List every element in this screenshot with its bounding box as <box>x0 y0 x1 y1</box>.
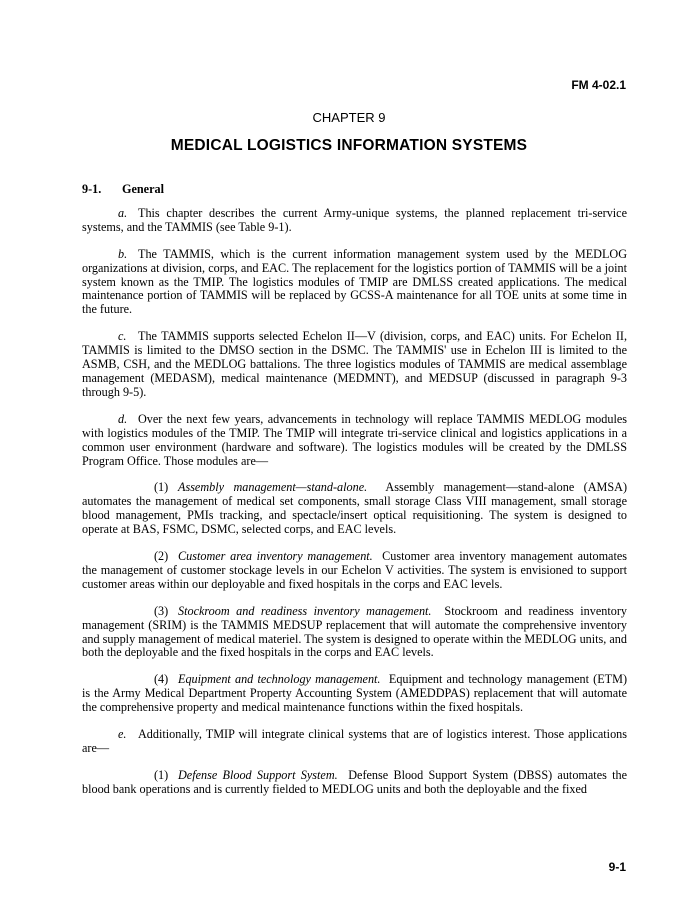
paragraph-b <box>82 248 627 318</box>
list-item-term: Stockroom and readiness inventory management. <box>178 603 432 618</box>
list-item-number: (4) <box>154 672 169 687</box>
list-item-text: Assembly management—stand-alone (AMSA) automates the management of medical set components, small storage Class VIII management, small storage blood management, PMIs tracking, and spectacle/insert optical requisitioning. The system is designed to operate at BAS, FSMC, DSMC, selected corps, and EAC levels. <box>82 480 628 537</box>
list-item-d4 <box>82 673 627 715</box>
list-item-d3 <box>82 605 627 661</box>
paragraph-label: e. <box>118 727 127 742</box>
paragraph-label: b. <box>118 246 128 261</box>
paragraph-text: The TAMMIS supports selected Echelon II—V (division, corps, and EAC) units. For Echelon II, TAMMIS is limited to the DMSO section in the DSMC. The TAMMIS' use in Echelon III is limited to the ASMB, CSH, and the MEDLOG battalions. The three logistics modules of TAMMIS are medical assemblage management (MEDASM), medical maintenance (MEDMNT), and MEDSUP (discussed in paragraph 9-3 through 9-5). <box>82 329 627 399</box>
paragraph-label: d. <box>118 411 128 426</box>
list-item-text: Stockroom and readiness inventory management (SRIM) is the TAMMIS MEDSUP replacement that will automate the comprehensive inventory and supply management of medical materiel. The system is designed to operate within the MEDLOG units, and both the deployable and the fixed hospitals in the corps and EAC levels. <box>82 603 627 660</box>
list-item-number: (3) <box>154 603 169 618</box>
paragraph-text: The TAMMIS, which is the current information management system used by the MEDLOG organizations at division, corps, and EAC. The replacement for the logistics portion of TAMMIS will be a joint system known as the TMIP. The logistics modules of TMIP are DMLSS created applications. The medical maintenance portion of TAMMIS will be replaced by GCSS-A maintenance for all TOE units at some time in the future. <box>82 246 627 317</box>
page-number: 9-1 <box>608 860 626 874</box>
paragraph-text: Additionally, TMIP will integrate clinical systems that are of logistics interest. Those applications are— <box>82 727 627 755</box>
list-item-text: Equipment and technology management (ETM) is the Army Medical Department Property Accounting System (AMEDDPAS) replacement that will automate the comprehensive property and medical maintenance functions within the fixed hospitals. <box>82 672 627 715</box>
list-item-term: Assembly management—stand-alone. <box>178 480 368 495</box>
list-item-number: (1) <box>154 767 169 782</box>
list-item-number: (1) <box>154 480 169 495</box>
paragraph-label: a. <box>118 205 128 220</box>
running-header: FM 4-02.1 <box>571 78 626 92</box>
chapter-title: MEDICAL LOGISTICS INFORMATION SYSTEMS <box>170 137 528 154</box>
paragraph-label: c. <box>118 329 127 344</box>
list-item-e1 <box>82 769 627 797</box>
chapter-label: CHAPTER 9 <box>312 110 386 125</box>
list-item-d1 <box>82 481 627 537</box>
paragraph-text: Over the next few years, advancements in technology will replace TAMMIS MEDLOG modules with logistics modules of the TMIP. The TMIP will integrate tri-service clinical and logistics applications in a common user environment (hardware and software). The logistics modules will be created by the DMLSS Program Office. Those modules are— <box>82 411 627 468</box>
paragraph-c <box>82 330 627 400</box>
list-item-text: Defense Blood Support System (DBSS) automates the blood bank operations and is currently fielded to MEDLOG units and both the deployable and the fixed <box>82 767 628 796</box>
list-item-term: Defense Blood Support System. <box>178 767 338 782</box>
list-item-text: Customer area inventory management automates the management of customer stockage levels in our Echelon V activities. The system is envisioned to support customer areas within our deployable and fixed hospitals in the corps and EAC levels. <box>82 549 627 591</box>
paragraph-text: This chapter describes the current Army-unique systems, the planned replacement tri-service systems, and the TAMMIS (see Table 9-1). <box>82 205 627 234</box>
section-heading <box>82 183 627 197</box>
list-item-term: Customer area inventory management. <box>178 549 373 564</box>
paragraph-d <box>82 413 627 469</box>
list-item-number: (2) <box>154 549 169 564</box>
document-body <box>82 183 627 810</box>
section-number: 9-1. <box>82 182 102 196</box>
paragraph-a <box>82 207 627 235</box>
list-item-d2 <box>82 550 627 592</box>
list-item-term: Equipment and technology management. <box>178 672 381 687</box>
section-title: General <box>122 182 164 196</box>
paragraph-e <box>82 728 627 756</box>
